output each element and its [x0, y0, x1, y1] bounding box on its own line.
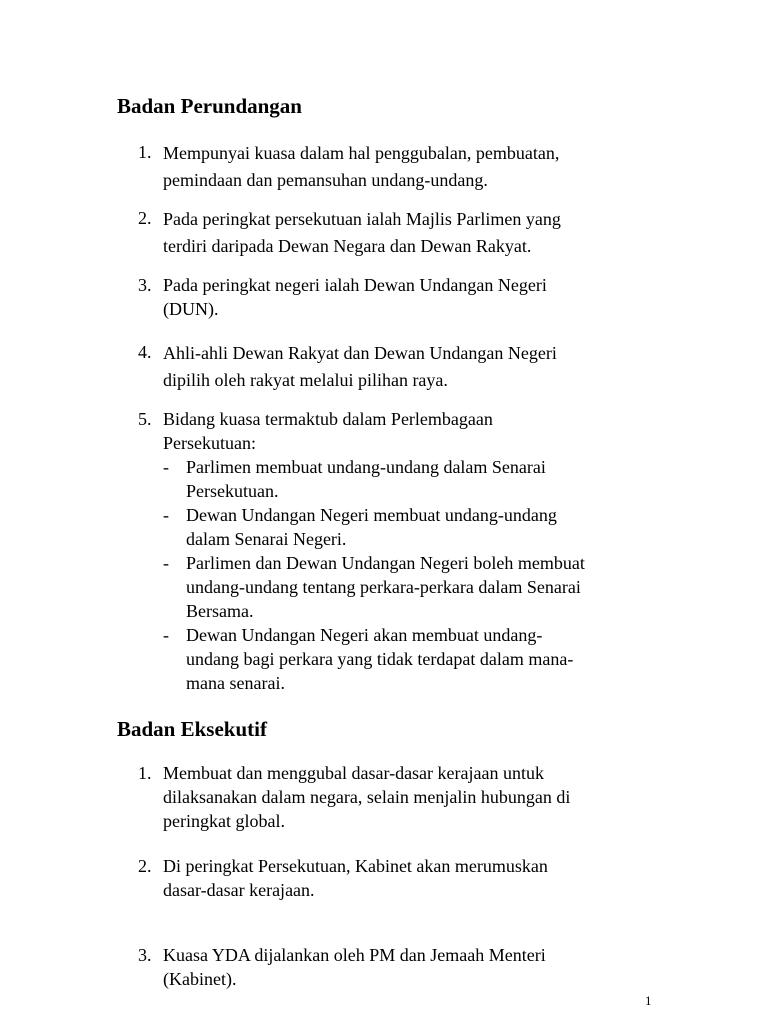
list-item-text: [163, 407, 643, 695]
list-item-number: 2.: [138, 208, 152, 228]
text-line: Mempunyai kuasa dalam hal penggubalan, pembuatan,: [163, 143, 560, 163]
list-item-number: 3.: [138, 275, 152, 295]
list-item-number: 1.: [138, 763, 152, 783]
list-item-number: 4.: [138, 342, 152, 362]
sub-item-dash: -: [163, 553, 169, 573]
sub-item: [163, 551, 643, 623]
section-heading-badan-perundangan: Badan Perundangan: [117, 94, 302, 118]
text-line: mana senarai.: [186, 673, 285, 693]
text-line: Di peringkat Persekutuan, Kabinet akan merumuskan: [163, 856, 548, 876]
text-line: dilaksanakan dalam negara, selain menjalin hubungan di: [163, 787, 571, 807]
list-item-number: 2.: [138, 856, 152, 876]
list-item-text: [163, 854, 643, 902]
text-line: dalam Senarai Negeri.: [186, 529, 347, 549]
sub-item: [163, 455, 643, 503]
list-item-text: [163, 943, 643, 991]
text-line: Membuat dan menggubal dasar-dasar kerajaan untuk: [163, 763, 544, 783]
text-line: Kuasa YDA dijalankan oleh PM dan Jemaah Menteri: [163, 945, 546, 965]
text-line: undang-undang tentang perkara-perkara dalam Senarai: [186, 577, 581, 597]
text-line: (Kabinet).: [163, 969, 237, 989]
text-line: Dewan Undangan Negeri akan membuat undang-: [186, 625, 543, 645]
sub-item-dash: -: [163, 505, 169, 525]
list-item-text: [163, 206, 643, 260]
list-item-text: [163, 140, 643, 194]
text-line: Persekutuan:: [163, 433, 256, 453]
list-item-text: [163, 761, 643, 833]
list-item-number: 1.: [138, 142, 152, 162]
text-line: Parlimen membuat undang-undang dalam Senarai: [186, 457, 546, 477]
text-line: undang bagi perkara yang tidak terdapat dalam mana-: [186, 649, 574, 669]
section-heading-badan-eksekutif: Badan Eksekutif: [117, 717, 267, 741]
list-item-number: 3.: [138, 945, 152, 965]
sub-item: [163, 623, 643, 695]
text-line: Parlimen dan Dewan Undangan Negeri boleh membuat: [186, 553, 585, 573]
text-line: pemindaan dan pemansuhan undang-undang.: [163, 170, 488, 190]
sub-item-dash: -: [163, 457, 169, 477]
text-line: Pada peringkat persekutuan ialah Majlis Parlimen yang: [163, 209, 561, 229]
text-line: peringkat global.: [163, 811, 285, 831]
list-item-text: [163, 273, 643, 321]
text-line: Bidang kuasa termaktub dalam Perlembagaan: [163, 409, 493, 429]
page-number: 1: [645, 993, 652, 1008]
text-line: Persekutuan.: [186, 481, 279, 501]
sub-item: [163, 503, 643, 551]
text-line: (DUN).: [163, 299, 219, 319]
text-line: Dewan Undangan Negeri membuat undang-undang: [186, 505, 557, 525]
text-line: terdiri daripada Dewan Negara dan Dewan Rakyat.: [163, 236, 532, 256]
sub-item-dash: -: [163, 625, 169, 645]
text-line: dasar-dasar kerajaan.: [163, 880, 315, 900]
text-line: Ahli-ahli Dewan Rakyat dan Dewan Undangan Negeri: [163, 343, 557, 363]
list-item-text: [163, 340, 643, 394]
text-line: Pada peringkat negeri ialah Dewan Undangan Negeri: [163, 275, 547, 295]
text-line: dipilih oleh rakyat melalui pilihan raya.: [163, 370, 448, 390]
list-item-number: 5.: [138, 409, 152, 429]
text-line: Bersama.: [186, 601, 254, 621]
